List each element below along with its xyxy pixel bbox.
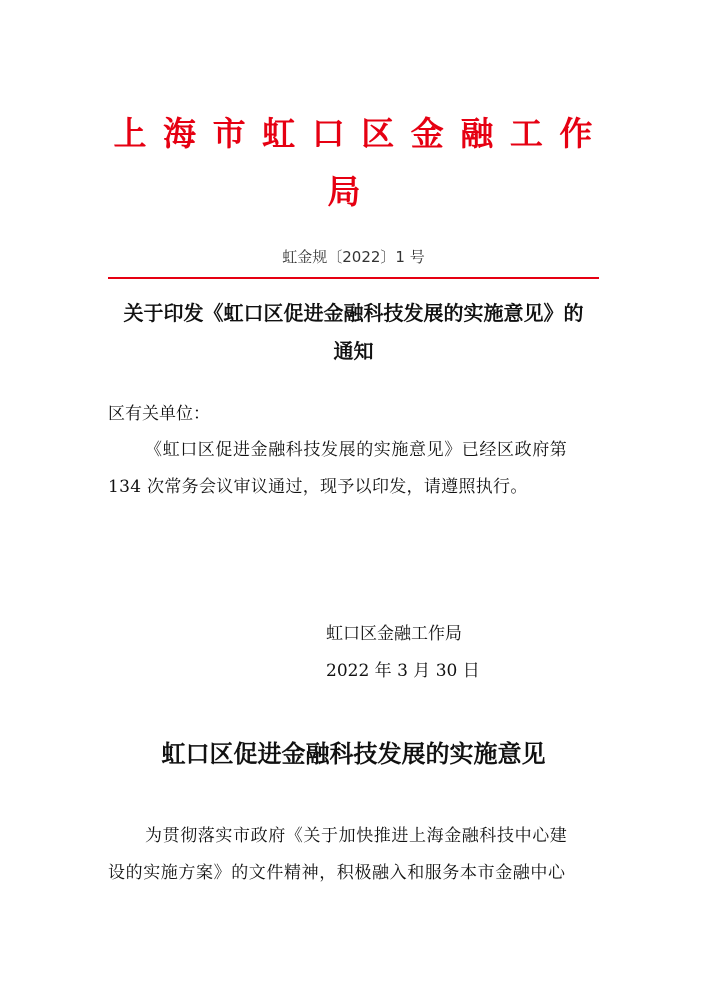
notice-paragraph-line2: 134 次常务会议审议通过，现予以印发，请遵照执行。 (108, 477, 528, 497)
notice-paragraph-line1: 《虹口区促进金融科技发展的实施意见》已经区政府第 (145, 440, 568, 460)
salutation: 区有关单位： (108, 404, 210, 424)
document-number: 虹金规〔2022〕1 号 (282, 248, 425, 266)
issuer-char: 虹 (262, 114, 296, 153)
opinion-title: 虹口区促进金融科技发展的实施意见 (161, 739, 546, 768)
opinion-paragraph-line2: 设的实施方案》的文件精神，积极融入和服务本市金融中心 (108, 863, 566, 883)
issuer-char: 作 (559, 114, 593, 153)
issuer-header (108, 112, 598, 156)
issuer-char: 融 (460, 114, 494, 153)
opinion-paragraph-line1: 为贯彻落实市政府《关于加快推进上海金融科技中心建 (145, 826, 568, 846)
issuer-char: 工 (509, 114, 543, 153)
signature-organization: 虹口区金融工作局 (326, 624, 462, 644)
issuer-char: 市 (212, 114, 246, 153)
issuer-char: 海 (163, 114, 197, 153)
issuer-char: 区 (361, 114, 395, 153)
notice-title-line2: 通知 (333, 339, 374, 363)
signature-date: 2022 年 3 月 30 日 (326, 661, 480, 681)
red-divider (108, 277, 599, 279)
issuer-char: 上 (113, 114, 147, 153)
issuer-header-last-char: 局 (327, 172, 361, 211)
issuer-char: 口 (311, 114, 345, 153)
notice-title-line1: 关于印发《虹口区促进金融科技发展的实施意见》的 (123, 301, 584, 325)
issuer-char: 金 (410, 114, 444, 153)
